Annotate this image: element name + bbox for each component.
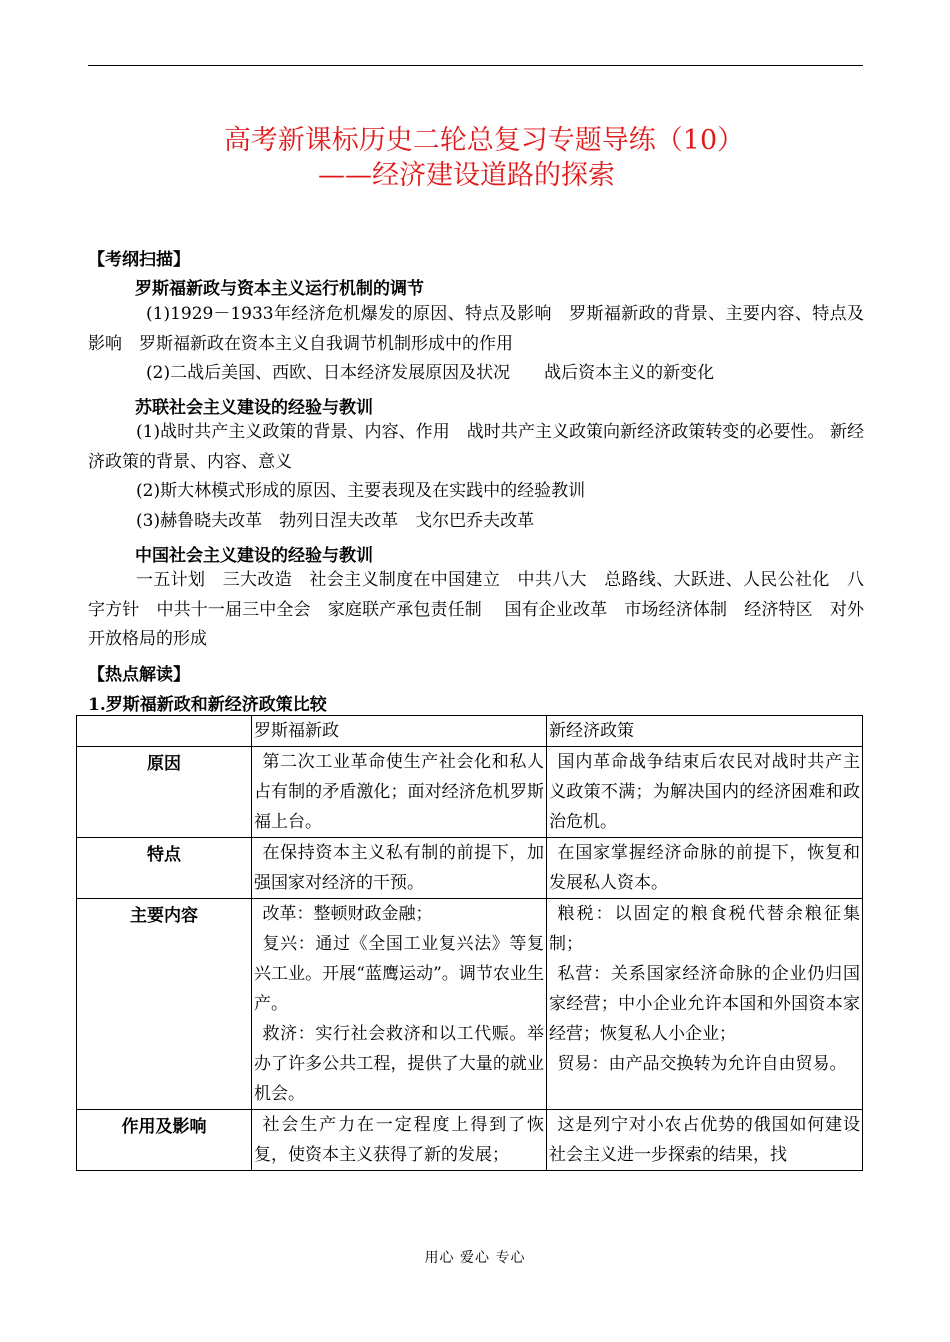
cell-new-deal-content [252,899,547,1110]
cell-nep-cause [547,747,863,838]
cell-text: 在国家掌握经济命脉的前提下，恢复和发展私人资本。 [549,843,860,893]
table-row [77,747,863,838]
topic-title-soviet: 苏联社会主义建设的经验与教训 [135,398,373,418]
cell-text: 在保持资本主义私有制的前提下，加强国家对经济的干预。 [254,843,544,893]
header-rule [88,65,863,66]
cell-text: 国内革命战争结束后农民对战时共产主义政策不满；为解决国内的经济困难和政治危机。 [549,752,860,832]
cell-new-deal-impact [252,1110,547,1171]
cell-text: 私营：关系国家经济命脉的企业仍归国家经营；中小企业允许本国和外国资本家经营；恢复私人小企业； [549,964,860,1044]
cell-new-deal-cause [252,747,547,838]
syllabus-heading: 【考纲扫描】 [88,250,190,270]
table-row [77,899,863,1110]
cell-text: 社会生产力在一定程度上得到了恢复，使资本主义获得了新的发展； [254,1115,544,1165]
column-header-nep: 新经济政策 [547,716,863,747]
topic3-text: 一五计划 三大改造 社会主义制度在中国建立 中共八大 总路线、大跃进、人民公社化 八字方针 中共十一届三中全会 家庭联产承包责任制 国有企业改革 市场经济体制 经济特区 对外开放格局的形成 [88,570,864,649]
topic1-item-1: (1)1929－1933年经济危机爆发的原因、特点及影响 罗斯福新政的背景、主要内容、特点及影响 罗斯福新政在资本主义自我调节机制形成中的作用 [88,304,864,354]
table-row [77,838,863,899]
cell-nep-content [547,899,863,1110]
hotspot-heading: 【热点解读】 [88,665,190,685]
cell-text: 改革：整顿财政金融； [262,904,433,924]
page-subtitle: ——经济建设道路的探索 [318,160,615,191]
cell-text: 这是列宁对小农占优势的俄国如何建设社会主义进一步探索的结果，找 [549,1115,860,1165]
table-row [77,1110,863,1171]
cell-text: 第二次工业革命使生产社会化和私人占有制的矛盾激化；面对经济危机罗斯福上台。 [254,752,544,832]
row-header-impact: 作用及影响 [77,1110,252,1171]
cell-nep-impact [547,1110,863,1171]
cell-nep-feature [547,838,863,899]
topic-title-china: 中国社会主义建设的经验与教训 [135,546,373,566]
cell-text: 复兴：通过《全国工业复兴法》等复兴工业。开展“蓝鹰运动”。调节农业生产。 [254,934,544,1014]
topic2-item-2: (2)斯大林模式形成的原因、主要表现及在实践中的经验教训 [136,481,586,501]
column-header-new-deal: 罗斯福新政 [252,716,547,747]
row-header-content: 主要内容 [77,899,252,1110]
cell-text: 贸易：由产品交换转为允许自由贸易。 [557,1054,847,1074]
topic2-item-3: (3)赫鲁晓夫改革 勃列日涅夫改革 戈尔巴乔夫改革 [136,511,535,531]
comparison-title: 1.罗斯福新政和新经济政策比较 [88,695,327,715]
table-header-row [77,716,863,747]
page-footer: 用心 爱心 专心 [424,1250,526,1266]
topic-title-new-deal: 罗斯福新政与资本主义运行机制的调节 [135,279,424,299]
row-header-feature: 特点 [77,838,252,899]
table-corner-cell [77,716,252,747]
cell-text: 救济：实行社会救济和以工代赈。举办了许多公共工程，提供了大量的就业机会。 [254,1024,544,1104]
topic2-item-1: (1)战时共产主义政策的背景、内容、作用 战时共产主义政策向新经济政策转变的必要性。 新经济政策的背景、内容、意义 [88,422,864,472]
topic1-item-2: (2)二战后美国、西欧、日本经济发展原因及状况 战后资本主义的新变化 [146,363,715,383]
cell-new-deal-feature [252,838,547,899]
cell-text: 粮税：以固定的粮食税代替余粮征集制； [549,904,860,954]
row-header-cause: 原因 [77,747,252,838]
page-title: 高考新课标历史二轮总复习专题导练（10） [223,125,745,156]
comparison-table [76,715,863,1171]
